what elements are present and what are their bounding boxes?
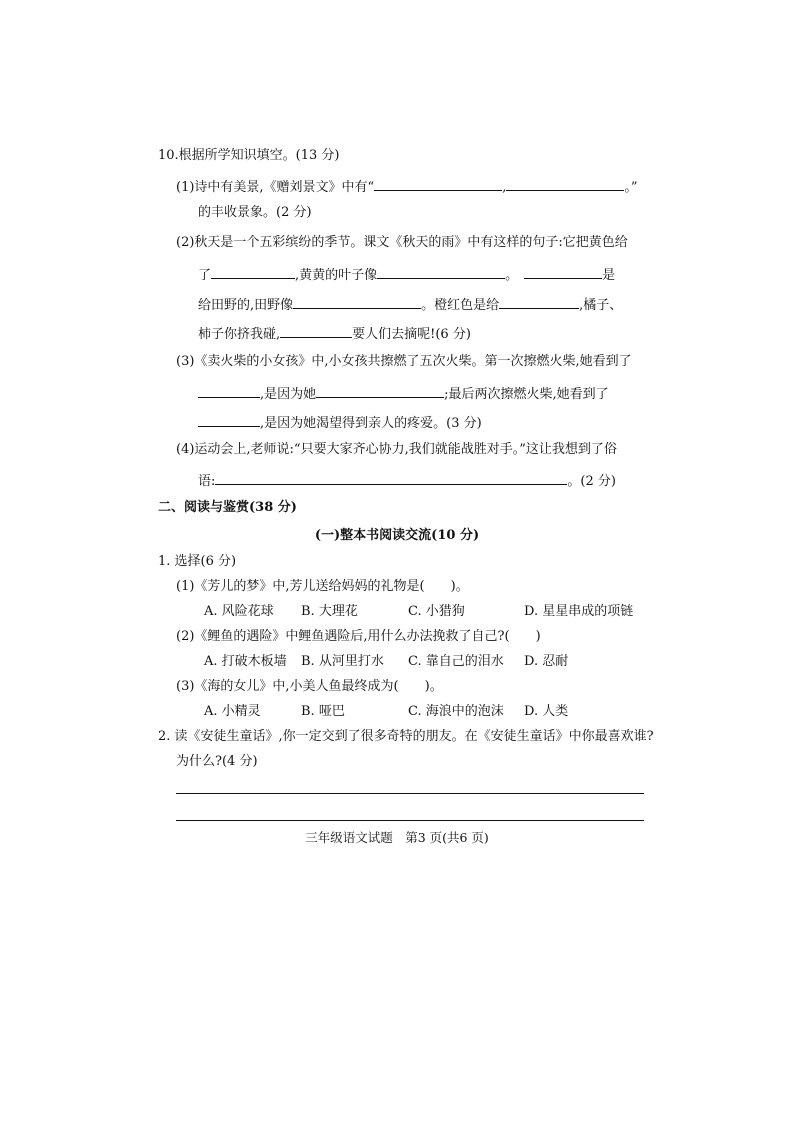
q10-part3-text: ,是因为她 bbox=[260, 387, 317, 402]
q1-item3-stem: (3)《海的女儿》中,小美人鱼最终成为( )。 bbox=[176, 679, 443, 694]
option[interactable]: D. 人类 bbox=[524, 704, 569, 719]
option[interactable]: A. 打破木板墙 bbox=[204, 654, 287, 669]
fill-blank[interactable] bbox=[211, 264, 295, 279]
q10-part2-text: ,黄黄的叶子像 bbox=[295, 268, 378, 283]
q1-item1-stem: (1)《芳儿的梦》中,芳儿送给妈妈的礼物是( )。 bbox=[176, 579, 469, 594]
fill-blank[interactable] bbox=[374, 176, 502, 191]
q10-part2-line3 bbox=[198, 294, 622, 315]
section-title: 二、阅读与鉴赏(38 分) bbox=[158, 500, 297, 515]
section-subtitle: (一)整本书阅读交流(10 分) bbox=[314, 528, 480, 543]
fill-blank[interactable] bbox=[377, 264, 505, 279]
option[interactable]: B. 大理花 bbox=[301, 604, 358, 619]
option[interactable]: B. 从河里打水 bbox=[301, 654, 384, 669]
answer-line[interactable] bbox=[176, 820, 644, 821]
q2-line1: 2. 读《安徒生童话》,你一定交到了很多奇特的朋友。在《安徒生童话》中你最喜欢谁? bbox=[158, 729, 654, 744]
q10-part2-text: 柿子你挤我碰, bbox=[198, 327, 281, 342]
q10-part1-text-c: 。” bbox=[624, 180, 638, 195]
q10-part2-text: 是 bbox=[602, 268, 616, 283]
q10-part4-text: 语: bbox=[198, 474, 216, 489]
q10-title: 10.根据所学知识填空。(13 分) bbox=[158, 148, 340, 163]
page-footer: 三年级语文试题 第3 页(共6 页) bbox=[305, 830, 489, 845]
fill-blank[interactable] bbox=[280, 323, 352, 338]
fill-blank[interactable] bbox=[198, 383, 260, 398]
option[interactable]: C. 海浪中的泡沫 bbox=[408, 704, 504, 719]
option[interactable]: C. 靠自己的泪水 bbox=[408, 654, 504, 669]
fill-blank[interactable] bbox=[215, 470, 567, 485]
q10-part3-text: ;最后两次擦燃火柴,她看到了 bbox=[444, 387, 609, 402]
fill-blank[interactable] bbox=[293, 294, 421, 309]
q10-part1-text-b: , bbox=[502, 180, 507, 195]
q1-item2-stem: (2)《鲤鱼的遇险》中鲤鱼遇险后,用什么办法挽救了自己?( ) bbox=[176, 629, 541, 644]
q10-part2-text: 。 bbox=[505, 268, 519, 283]
q10-part2-text: 了 bbox=[198, 268, 212, 283]
option[interactable]: D. 星星串成的项链 bbox=[524, 604, 634, 619]
option[interactable]: A. 小精灵 bbox=[204, 704, 261, 719]
q1-title: 1. 选择(6 分) bbox=[158, 554, 237, 569]
q10-part2-line2 bbox=[198, 264, 615, 285]
fill-blank[interactable] bbox=[316, 383, 444, 398]
q10-part2-line4 bbox=[198, 323, 471, 344]
q10-part2-text: 要人们去摘呢!(6 分) bbox=[352, 327, 471, 342]
q2-line2: 为什么?(4 分) bbox=[176, 754, 258, 769]
q10-part3-line3 bbox=[198, 412, 482, 433]
fill-blank[interactable] bbox=[198, 412, 260, 427]
q10-part3-line1: (3)《卖火柴的小女孩》中,小女孩共擦燃了五次火柴。第一次擦燃火柴,她看到了 bbox=[176, 354, 632, 369]
q10-part4-text: 。(2 分) bbox=[567, 474, 616, 489]
option[interactable]: A. 风险花球 bbox=[204, 604, 274, 619]
fill-blank[interactable] bbox=[499, 294, 579, 309]
q10-part3-line2 bbox=[198, 383, 609, 404]
option[interactable]: D. 忍耐 bbox=[524, 654, 569, 669]
q10-part2-text: 。橙红色是给 bbox=[421, 298, 500, 313]
fill-blank[interactable] bbox=[506, 176, 624, 191]
fill-blank[interactable] bbox=[524, 264, 602, 279]
q10-part2-text: ,橘子、 bbox=[579, 298, 623, 313]
answer-line[interactable] bbox=[176, 793, 644, 794]
q10-part3-text: ,是因为她渴望得到亲人的疼爱。(3 分) bbox=[260, 416, 482, 431]
q10-part4-line2 bbox=[198, 470, 616, 491]
q10-part2-text: 给田野的,田野像 bbox=[198, 298, 294, 313]
q10-part1-text-a: (1)诗中有美景,《赠刘景文》中有“ bbox=[176, 180, 375, 195]
q10-part2-line1: (2)秋天是一个五彩缤纷的季节。课文《秋天的雨》中有这样的句子:它把黄色给 bbox=[176, 235, 628, 250]
q10-part1-line1 bbox=[176, 176, 638, 197]
option[interactable]: C. 小猎狗 bbox=[408, 604, 465, 619]
q10-part1-line2: 的丰收景象。(2 分) bbox=[198, 205, 312, 220]
option[interactable]: B. 哑巴 bbox=[301, 704, 345, 719]
q10-part4-line1: (4)运动会上,老师说:“只要大家齐心协力,我们就能战胜对手。”这让我想到了俗 bbox=[176, 442, 617, 457]
